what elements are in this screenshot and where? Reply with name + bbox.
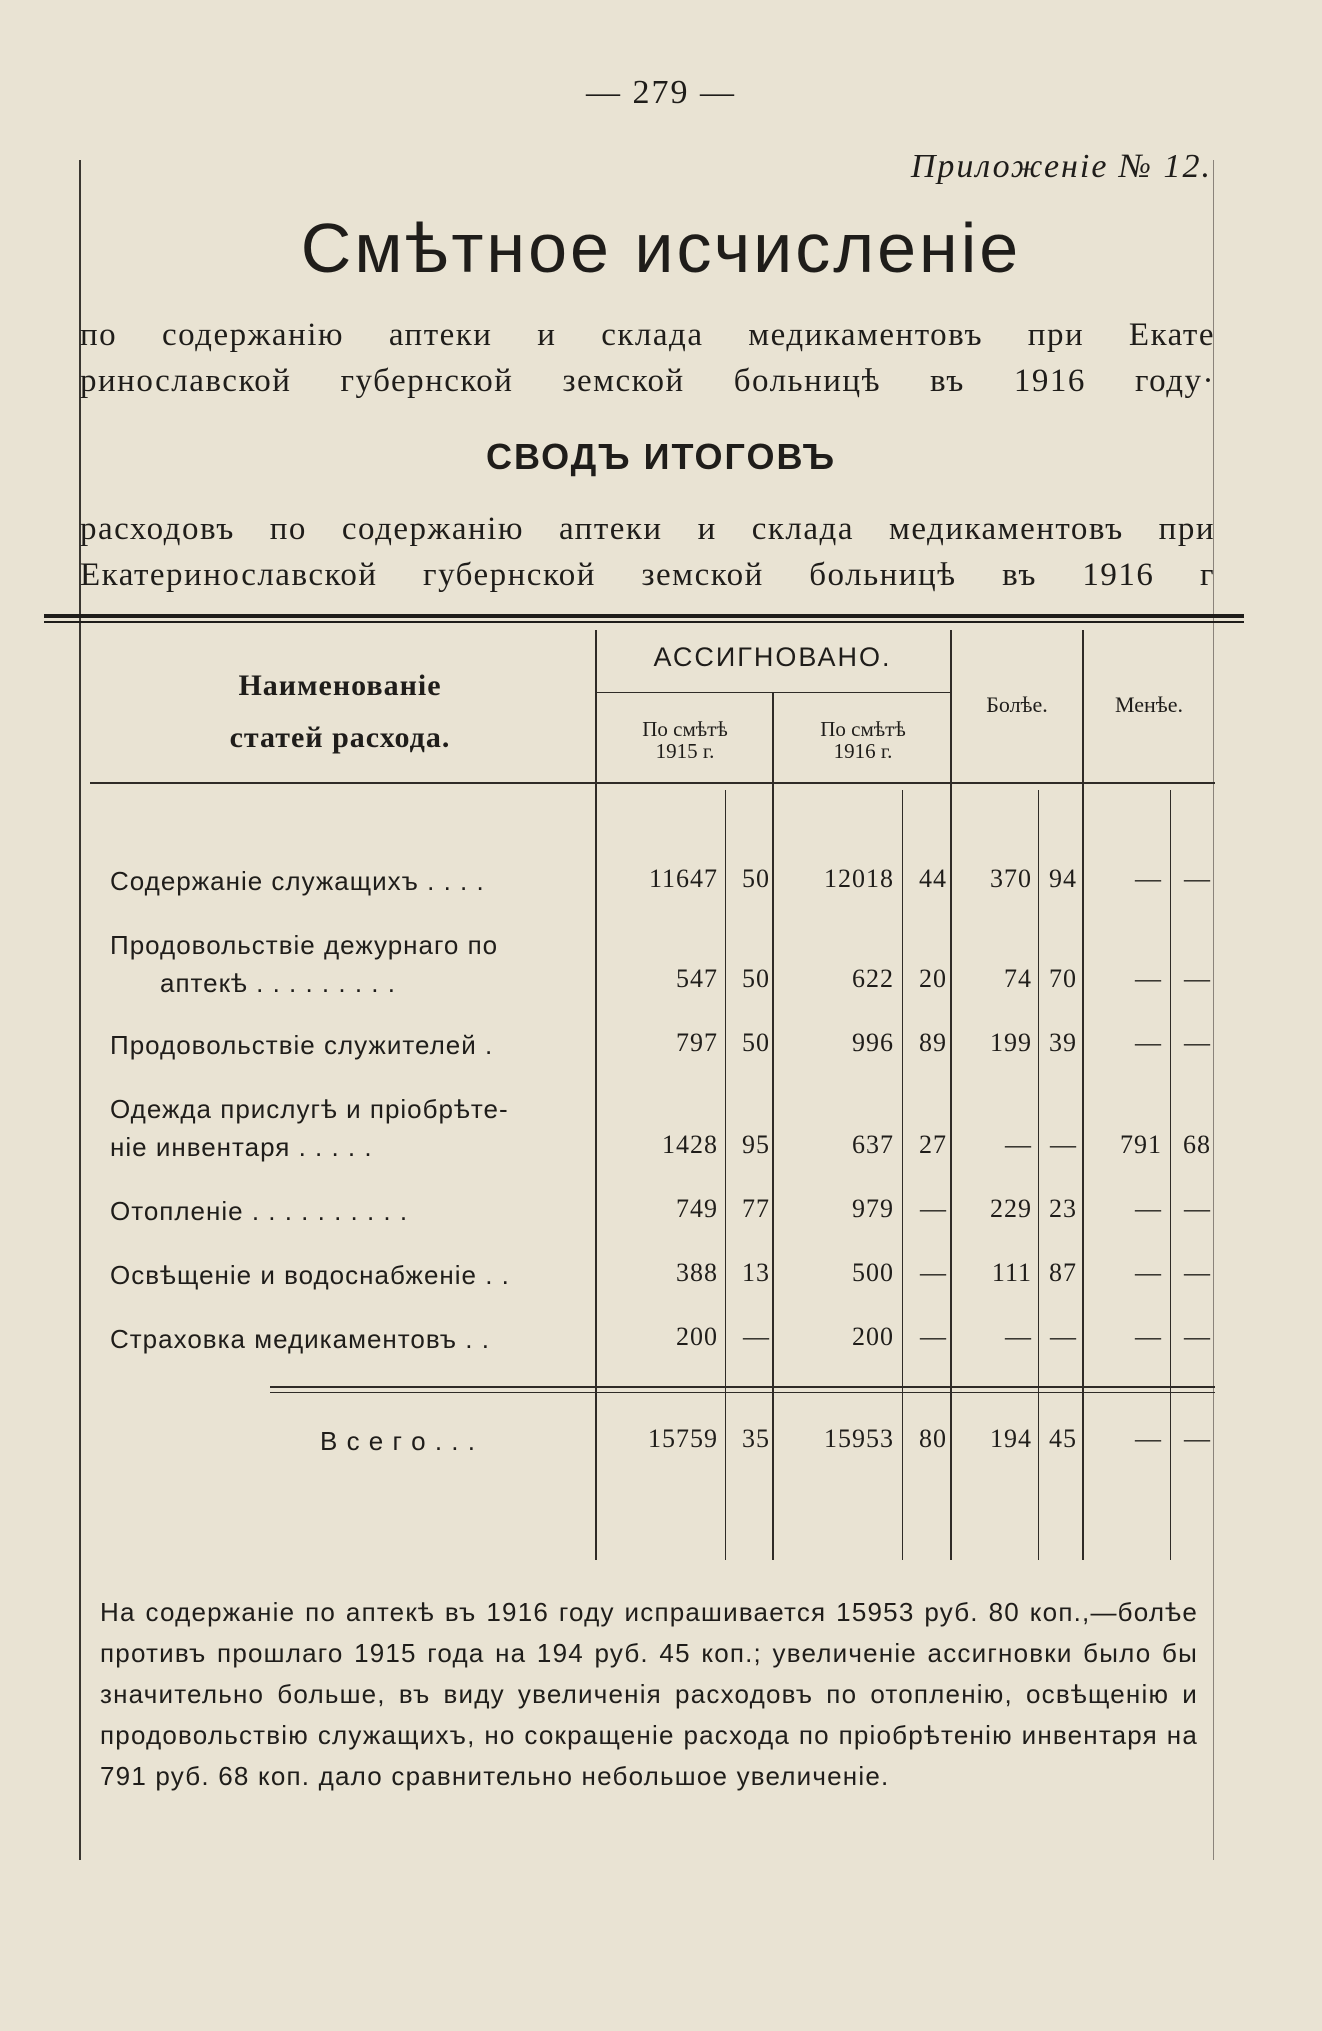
cell-less-rub: 791 [1120,1130,1162,1159]
col-divider [595,630,597,1560]
left-frame-line [79,160,81,1860]
cell-less-kop: — [1184,1028,1211,1057]
cell-1915-kop: 50 [742,864,770,893]
total-1916-rub: 15953 [824,1424,894,1453]
footer-paragraph: На содержаніе по аптекѣ въ 1916 году испрашивается 15953 руб. 80 коп.,—болѣе противъ прошлаго 1915 года на 194 руб. 45 коп.; увеличеніе ассигновки было бы значительно больше, въ виду увеличенія расходовъ по отопленію, освѣщенію и продовольствію служащихъ, но сокращеніе расхода по пріобрѣтенію инвентаря на 791 руб. 68 коп. дало сравнительно небольшое увеличеніе. [100,1597,1198,1791]
cell-less-kop: — [1184,964,1211,993]
cell-1916-rub: 979 [852,1194,894,1223]
cell-1916-kop: 27 [919,1130,947,1159]
cell-more-rub: 74 [1004,964,1032,993]
cell-more-kop: 23 [1049,1194,1077,1223]
cell-1916-rub: 637 [852,1130,894,1159]
subtitle-line-3: расходовъ по содержанію аптеки и склада медикаментовъ при [80,511,1215,547]
row-label: Отопленіе . . . . . . . . . . [110,1196,409,1226]
row-label-cont: аптекѣ . . . . . . . . . [160,968,396,998]
row-label-cont: ніе инвентаря . . . . . [110,1132,373,1162]
header-less: Менѣе. [1114,692,1184,717]
header-name-line-1: Наименованіе [238,669,442,702]
cell-less-kop: — [1184,864,1211,893]
row-label: Одежда прислугѣ и пріобрѣте- [110,1094,509,1124]
cell-1916-kop: — [920,1322,947,1351]
total-label: В с е г о . . . [320,1426,476,1456]
cell-more-rub: 229 [990,1194,1032,1223]
cell-less-rub: — [1135,1194,1162,1223]
cell-1915-kop: — [743,1322,770,1351]
header-name [90,660,590,764]
subtitle-line-1: по содержанію аптеки и склада медикаментовъ при Екате [80,317,1215,353]
cell-1915-kop: 50 [742,964,770,993]
top-rule [44,614,1244,618]
total-more-rub: 194 [990,1424,1032,1453]
cell-1915-rub: 200 [676,1322,718,1351]
cell-1916-rub: 996 [852,1028,894,1057]
row-label: Страховка медикаментовъ . . [110,1324,490,1354]
header-1915 [600,718,770,762]
cell-1916-kop: — [920,1258,947,1287]
cell-1916-rub: 500 [852,1258,894,1287]
cell-more-kop: — [1050,1130,1077,1159]
total-less-rub: — [1135,1424,1162,1453]
cell-more-rub: 370 [990,864,1032,893]
cell-1916-rub: 622 [852,964,894,993]
cell-1915-kop: 95 [742,1130,770,1159]
cell-less-rub: — [1135,964,1162,993]
cell-1915-rub: 547 [676,964,718,993]
row-label: Содержаніе служащихъ . . . . [110,866,485,896]
top-rule-thin [44,621,1244,623]
appendix-label: Приложеніе № 12. [910,148,1212,185]
cell-less-rub: — [1135,1322,1162,1351]
cell-more-rub: — [1005,1322,1032,1351]
summary-title: СВОДЪ ИТОГОВЪ [486,436,836,477]
header-1915-line-1: По смѣтѣ [642,717,728,741]
header-bottom-rule [90,782,1215,784]
cell-less-kop: 68 [1183,1130,1211,1159]
total-rule [270,1386,1215,1388]
total-1915-rub: 15759 [648,1424,718,1453]
row-label: Освѣщеніе и водоснабженіе . . [110,1260,510,1290]
cell-1915-rub: 749 [676,1194,718,1223]
subtitle-line-2: ринославской губернской земской больницѣ въ 1916 году· [80,363,1215,399]
cell-less-rub: — [1135,864,1162,893]
cell-1915-kop: 50 [742,1028,770,1057]
header-1916-line-2: 1916 г. [833,739,893,763]
cell-more-kop: — [1050,1322,1077,1351]
cell-1916-kop: — [920,1194,947,1223]
row-label: Продовольствіе служителей . [110,1030,494,1060]
cell-less-rub: — [1135,1028,1162,1057]
cell-less-kop: — [1184,1258,1211,1287]
cell-1915-rub: 1428 [662,1130,718,1159]
header-more: Болѣе. [986,692,1048,717]
cell-1915-kop: 13 [742,1258,770,1287]
cell-1915-rub: 11647 [648,864,718,893]
cell-1915-rub: 388 [676,1258,718,1287]
summary-table [90,630,1215,1560]
cell-more-kop: 39 [1049,1028,1077,1057]
cell-more-rub: — [1005,1130,1032,1159]
cell-1916-kop: 20 [919,964,947,993]
cell-more-rub: 199 [990,1028,1032,1057]
total-less-kop: — [1184,1424,1211,1453]
header-1916-line-1: По смѣтѣ [820,717,906,741]
cell-1916-rub: 12018 [824,864,894,893]
cell-more-kop: 87 [1049,1258,1077,1287]
total-1916-kop: 80 [919,1424,947,1453]
subtitle-line-4: Екатеринославской губернской земской больницѣ въ 1916 г [80,557,1215,593]
col-divider [950,630,952,1560]
cell-1915-rub: 797 [676,1028,718,1057]
header-assigned: АССИГНОВАНО. [653,642,892,672]
page-number: — 279 — [586,74,736,111]
cell-1916-rub: 200 [852,1322,894,1351]
main-title: Смѣтное исчисленіе [300,209,1022,287]
cell-less-kop: — [1184,1194,1211,1223]
cell-less-kop: — [1184,1322,1211,1351]
cell-1915-kop: 77 [742,1194,770,1223]
total-1915-kop: 35 [742,1424,770,1453]
cell-1916-kop: 89 [919,1028,947,1057]
total-more-kop: 45 [1049,1424,1077,1453]
row-label: Продовольствіе дежурнаго по [110,930,499,960]
header-1916 [778,718,948,762]
cell-1916-kop: 44 [919,864,947,893]
cell-more-kop: 94 [1049,864,1077,893]
cell-less-rub: — [1135,1258,1162,1287]
header-sub-rule [595,692,950,693]
cell-more-rub: 111 [991,1258,1032,1287]
total-rule-thin [270,1392,1215,1393]
col-divider [1082,630,1084,1560]
header-name-line-2: статей расхода. [229,721,451,754]
cell-more-kop: 70 [1049,964,1077,993]
header-1915-line-2: 1915 г. [655,739,715,763]
